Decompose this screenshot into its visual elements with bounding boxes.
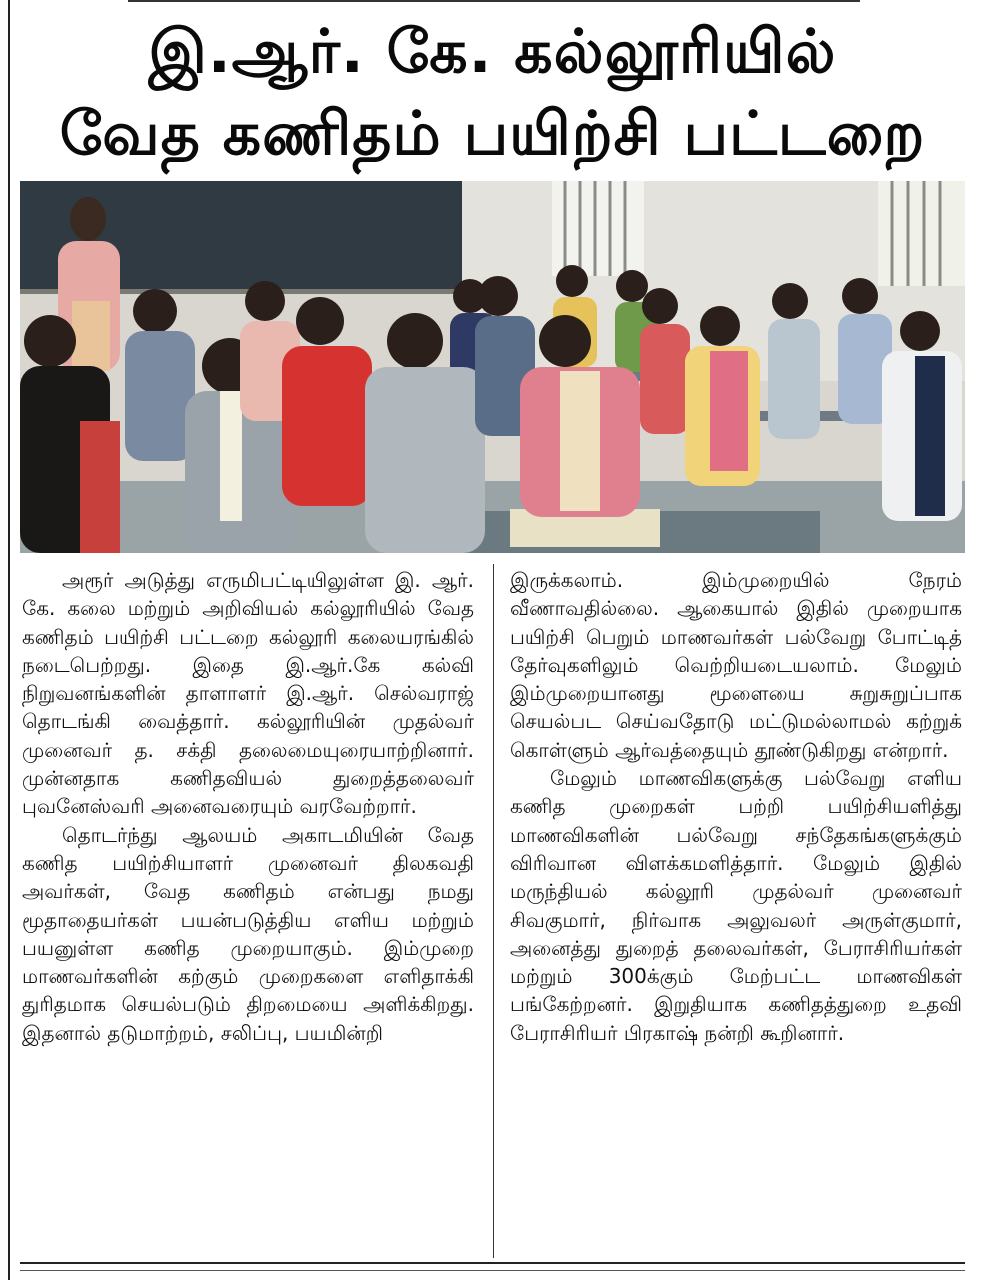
article-column-left — [22, 566, 474, 1047]
article-paragraph: இருக்கலாம். இம்முறையில் நேரம் வீணாவதில்லை. ஆகையால் இதில் முறையாக பயிற்சி பெறும் மாணவர்கள் பல்வேறு போட்டித் தேர்வுகளிலும் வெற்றியடையலாம். மேலும் இம்முறையானது மூளையை சுறுசுறுப்பாக செயல்பட செய்வதோடு மட்டுமல்லாமல் கற்றுக் கொள்ளும் ஆர்வத்தையும் தூண்டுகிறது என்றார். — [510, 568, 962, 762]
page-border-bottom — [20, 1262, 965, 1264]
column-divider — [493, 564, 494, 1258]
classroom-photo — [20, 181, 965, 553]
headline-line-1: இ.ஆர். கே. கல்லூரியில் — [148, 17, 837, 87]
article-paragraph: தொடர்ந்து ஆலயம் அகாடமியின் வேத கணித பயிற்சியாளர் முனைவர் திலகவதி அவர்கள், வேத கணிதம் என்பது நமது மூதாதையர்கள் பயன்படுத்திய எளிய மற்றும் பயனுள்ள கணித முறையாகும். இம்முறை மாணவர்களின் கற்கும் முறைகளை எளிதாக்கி துரிதமாக செயல்படும் திறமையை அளிக்கிறது. இதனால் தடுமாற்றம், சலிப்பு, பயமின்றி — [22, 822, 474, 1045]
article-paragraph: மேலும் மாணவிகளுக்கு பல்வேறு எளிய கணித முறைகள் பற்றி பயிற்சியளித்து மாணவிகளின் பல்வேறு சந்தேகங்களுக்கும் விரிவான விளக்கமளித்தார். மேலும் இதில் மருந்தியல் கல்லூரி முதல்வர் முனைவர் சிவகுமார், நிர்வாக அலுவலர் அருள்குமார், அனைத்து துறைத் தலைவர்கள், பேராசிரியர்கள் மற்றும் 300க்கும் மேற்பட்ட மாணவிகள் பங்கேற்றனர். இறுதியாக கணிதத்துறை உதவி பேராசிரியர் பிரகாஷ் நன்றி கூறினார். — [510, 766, 962, 1045]
page-border-top — [128, 0, 860, 2]
article-paragraph: அரூர் அடுத்து எருமிபட்டியிலுள்ள இ. ஆர். கே. கலை மற்றும் அறிவியல் கல்லூரியில் வேத கணிதம் பயிற்சி பட்டறை கல்லூரி கலையரங்கில் நடைபெற்றது. இதை இ.ஆர்.கே கல்வி நிறுவனங்களின் தாளாளர் இ.ஆர். செல்வராஜ் தொடங்கி வைத்தார். கல்லூரியின் முதல்வர் முனைவர் த. சக்தி தலைமையுரையாற்றினார். முன்னதாக கணிதவியல் துறைத்தலைவர் புவனேஸ்வரி அனைவரையும் வரவேற்றார். — [22, 568, 474, 819]
article-column-right — [510, 566, 962, 1047]
page-border-left — [8, 0, 10, 1280]
page-border-bottom-inner — [20, 1270, 965, 1271]
headline-line-2: வேத கணிதம் பயிற்சி பட்டறை — [59, 99, 926, 169]
